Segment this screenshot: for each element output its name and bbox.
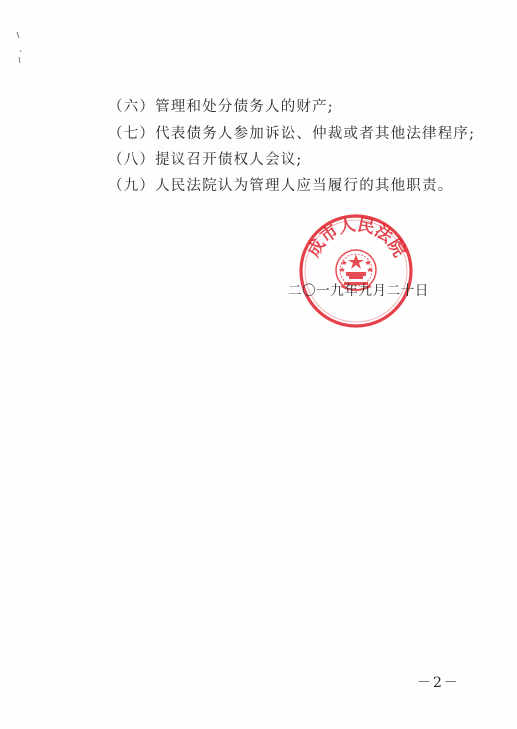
page-number: －2－ <box>417 675 460 691</box>
document-date: 二〇一九年九月二十日 <box>288 283 429 299</box>
clause-7: （七）代表债务人参加诉讼、仲裁或者其他法律程序; <box>108 126 476 142</box>
clause-9: （九）人民法院认为管理人应当履行的其他职责。 <box>108 178 454 194</box>
svg-text:成市人民法院: 成市人民法院 <box>303 215 410 261</box>
clause-6: （六）管理和处分债务人的财产; <box>108 99 334 115</box>
court-seal <box>297 212 415 330</box>
clause-8: （八）提议召开债权人会议; <box>108 152 303 168</box>
scan-marks <box>14 30 28 70</box>
